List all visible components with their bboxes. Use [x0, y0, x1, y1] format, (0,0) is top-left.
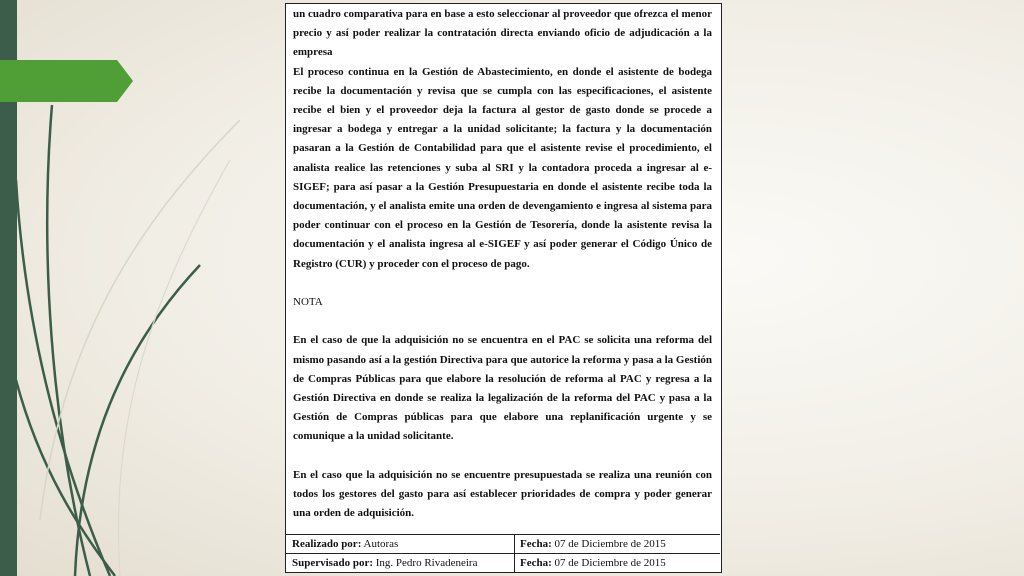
document-body	[293, 5, 712, 523]
paragraph: El proceso continua en la Gestión de Abastecimiento, en donde el asistente de bodega recibe la documentación y revisa que se cumpla con las especificaciones, el asistente recibe el bien y el proveedor deja la factura al gestor de gasto donde se procede a ingresar a bodega y entregar a la unidad solicitante; la factura y la documentación pasaran a la Gestión de Contabilidad para que el asistente revise el procedimiento, el analista realice las retenciones y suba al SRI y la contadora proceda a ingresar al e-SIGEF; para así pasar a la Gestión Presupuestaria en donde el asistente recibe toda la documentación, y el analista emite una orden de devengamiento e ingresa al sistema para poder continuar con el proceso en la Gestión de Tesorería, donde la asistente revisa la documentación y el analista ingresa al e-SIGEF y así poder generar el Código Único de Registro (CUR) y proceder con el proceso de pago.	[293, 65, 712, 270]
supervised-date-value: 07 de Diciembre de 2015	[554, 557, 666, 569]
note-paragraph: En el caso de que la adquisición no se encuentra en el PAC se solicita una reforma del mismo pasando así a la gestión Directiva para que autorice la reforma y pasa a la Gestión de Compras Públicas para que elabore la resolución de reforma al PAC y regresa a la Gestión Directiva en donde se realiza la legalización de la reforma del PAC y pasa a la Gestión de Compras públicas para que elabore una replanificación urgente y se comunique a la unidad solicitante.	[293, 334, 712, 443]
decorative-curves	[0, 0, 260, 576]
made-date-label: Fecha:	[520, 538, 552, 550]
paragraph: un cuadro comparativa para en base a esto seleccionar al proveedor que ofrezca el menor precio y así poder realizar la contratación directa enviando oficio de adjudicación a la empresa	[293, 8, 712, 59]
made-by-value: Autoras	[363, 538, 399, 550]
supervised-date-label: Fecha:	[520, 557, 552, 569]
note-heading: NOTA	[293, 296, 323, 309]
supervised-by-value: Ing. Pedro Rivadeneira	[375, 557, 478, 569]
signature-table	[286, 534, 720, 572]
signature-row-supervised-by	[286, 553, 720, 572]
signature-row-made-by	[286, 535, 720, 553]
made-date-value: 07 de Diciembre de 2015	[554, 538, 666, 550]
document-page	[285, 3, 722, 573]
supervised-by-label: Supervisado por:	[292, 557, 373, 569]
made-by-label: Realizado por:	[292, 538, 362, 550]
note-paragraph: En el caso que la adquisición no se encuentre presupuestada se realiza una reunión con todos los gestores del gasto para así establecer prioridades de compra y poder generar una orden de adquisición.	[293, 468, 712, 520]
